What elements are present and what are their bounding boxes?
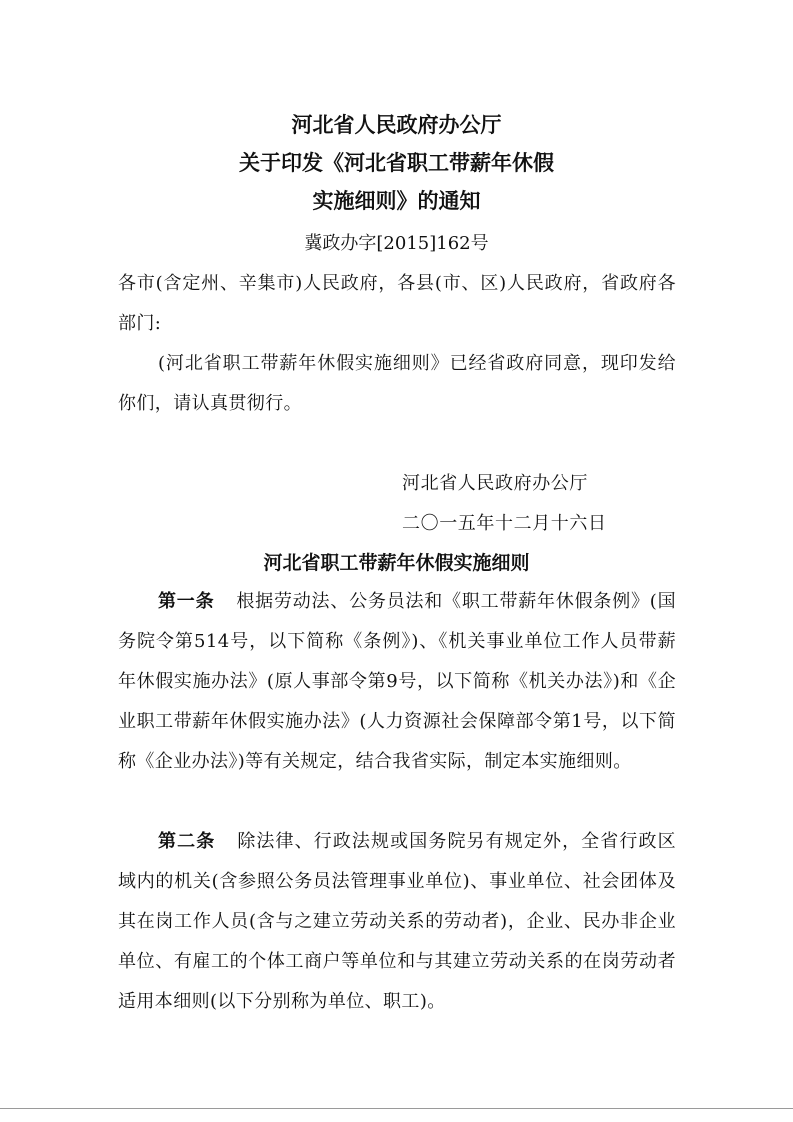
article-2-label: 第二条 [158,831,216,852]
article-2-text: 除法律、行政法规或国务院另有规定外，全省行政区域内的机关(含参照公务员法管理事业单位)、事业单位、社会团体及其在岗工作人员(含与之建立劳动关系的劳动者)，企业、民办非企业单位、有雇工的个体工商户等单位和与其建立劳动关系的在岗劳动者适用本细则(以下分别称为单位、职工)。 [118,831,676,1012]
addressee-paragraph: 各市(含定州、辛集市)人民政府，各县(市、区)人民政府，省政府各部门: [118,273,676,334]
issuer-signature: 河北省人民政府办公厅 [402,473,588,494]
notice-title-line-1: 河北省人民政府办公厅 [291,113,502,137]
issue-date: 二〇一五年十二月十六日 [402,513,607,534]
rules-title: 河北省职工带薪年休假实施细则 [263,552,530,574]
article-1-label: 第一条 [158,591,215,612]
notice-title-line-3: 实施细则》的通知 [312,189,481,213]
article-1 [118,582,676,782]
article-2 [118,822,676,1022]
document-number: 冀政办字[2015]162号 [304,233,489,254]
article-1-text: 根据劳动法、公务员法和《职工带薪年休假条例》(国务院令第514号，以下简称《条例》)、《机关事业单位工作人员带薪年休假实施办法》(原人事部令第9号，以下简称《机关办法》)和《企业职工带薪年休假实施办法》(人力资源社会保障部令第1号，以下简称《企业办法》)等有关规定，结合我省实际，制定本实施细则。 [118,591,676,772]
page-bottom-rule [0,1108,793,1109]
notice-body-paragraph: (河北省职工带薪年休假实施细则》已经省政府同意，现印发给你们，请认真贯彻行。 [118,353,676,414]
notice-title-line-2: 关于印发《河北省职工带薪年休假 [239,151,554,175]
